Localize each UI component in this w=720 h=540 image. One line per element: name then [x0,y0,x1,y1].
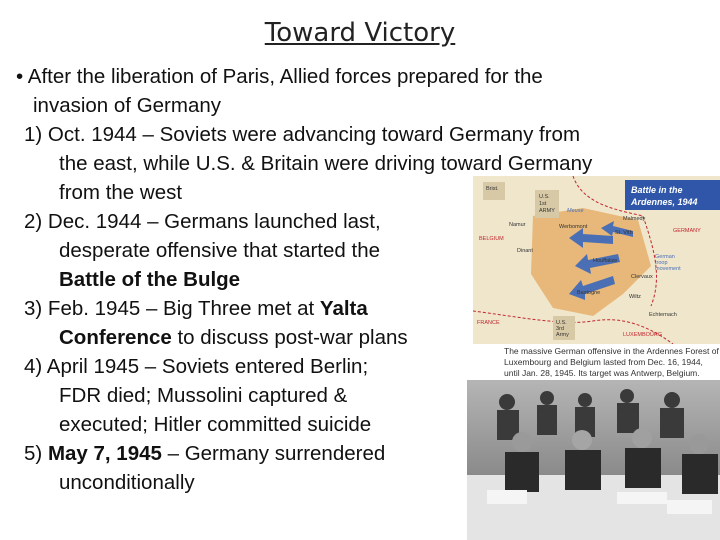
map-label-belgium: BELGIUM [479,236,504,242]
intro-line-2: invasion of Germany [33,94,222,117]
map-caption: The massive German offensive in the Ardennes Forest of Luxembourg and Belgium lasted from Dec. 16, 1944, until Jan. 28, 1945. Its target was Antwerp, Belgium. [504,346,719,378]
map-label-germany: GERMANY [673,228,701,234]
item-5-line-2: unconditionally [59,471,195,494]
map-label-bastogne: Bastogne [577,290,601,296]
map-label-luxembourg: LUXEMBOURG [623,332,663,338]
item-4-line-1: 4) April 1945 – Soviets entered Berlin; [24,355,369,378]
item-5-line-1: 5) May 7, 1945 – Germany surrendered [24,442,386,465]
map-label-stvith: St. Vith [615,230,633,236]
item-1-line-2: the east, while U.S. & Britain were driving toward Germany [59,152,593,175]
item-2-line-1: 2) Dec. 1944 – Germans launched last, [24,210,381,233]
map-label-us1b: 1st [539,201,547,207]
map-label-us3: U.S. [556,320,567,326]
map-label-us3b: 3rd [556,326,564,332]
map-label-troop: troop [655,260,668,266]
item-3-line-1: 3) Feb. 1945 – Big Three met at Yalta [24,297,368,320]
map-label-meuse: Meuse [567,208,584,214]
map-label-echternach: Echternach [649,312,677,318]
map-label-clervaux: Clervaux [631,274,653,280]
map-label-us1c: ARMY [539,208,555,214]
map-label-wiltz: Wiltz [629,294,641,300]
map-label-namur: Namur [509,222,526,228]
map-label-german: German [655,254,675,260]
slide-title: Toward Victory [264,18,456,48]
item-2-line-2: desperate offensive that started the [59,239,381,262]
ardennes-map-image [473,176,720,344]
map-label-us1: U.S. [539,194,550,200]
item-1-line-3: from the west [59,181,183,204]
item-4-line-3: executed; Hitler committed suicide [59,413,372,436]
map-label-dinant: Dinant [517,248,533,254]
bullet-marker: • [16,65,24,88]
map-label-movement: movement [655,266,681,272]
item-2-line-3: Battle of the Bulge [59,268,241,291]
item-4-line-2: FDR died; Mussolini captured & [59,384,348,407]
map-title-line-1: Battle in the [631,185,683,195]
map-label-us3c: Army [556,332,569,338]
map-title-line-2: Ardennes, 1944 [631,197,698,207]
map-label-france: FRANCE [477,320,500,326]
map-label-malmedy: Malmedy [623,216,646,222]
map-label-werbomont: Werbomont [559,224,588,230]
item-1-line-1: 1) Oct. 1944 – Soviets were advancing toward Germany from [24,123,581,146]
surrender-photo-image [467,380,720,540]
intro-line-1: • After the liberation of Paris, Allied forces prepared for the [16,65,543,88]
map-label-houffalize: Houffalize [593,258,618,264]
map-label-brist: Brist. [486,186,499,192]
item-3-line-2: Conference to discuss post-war plans [59,326,408,349]
